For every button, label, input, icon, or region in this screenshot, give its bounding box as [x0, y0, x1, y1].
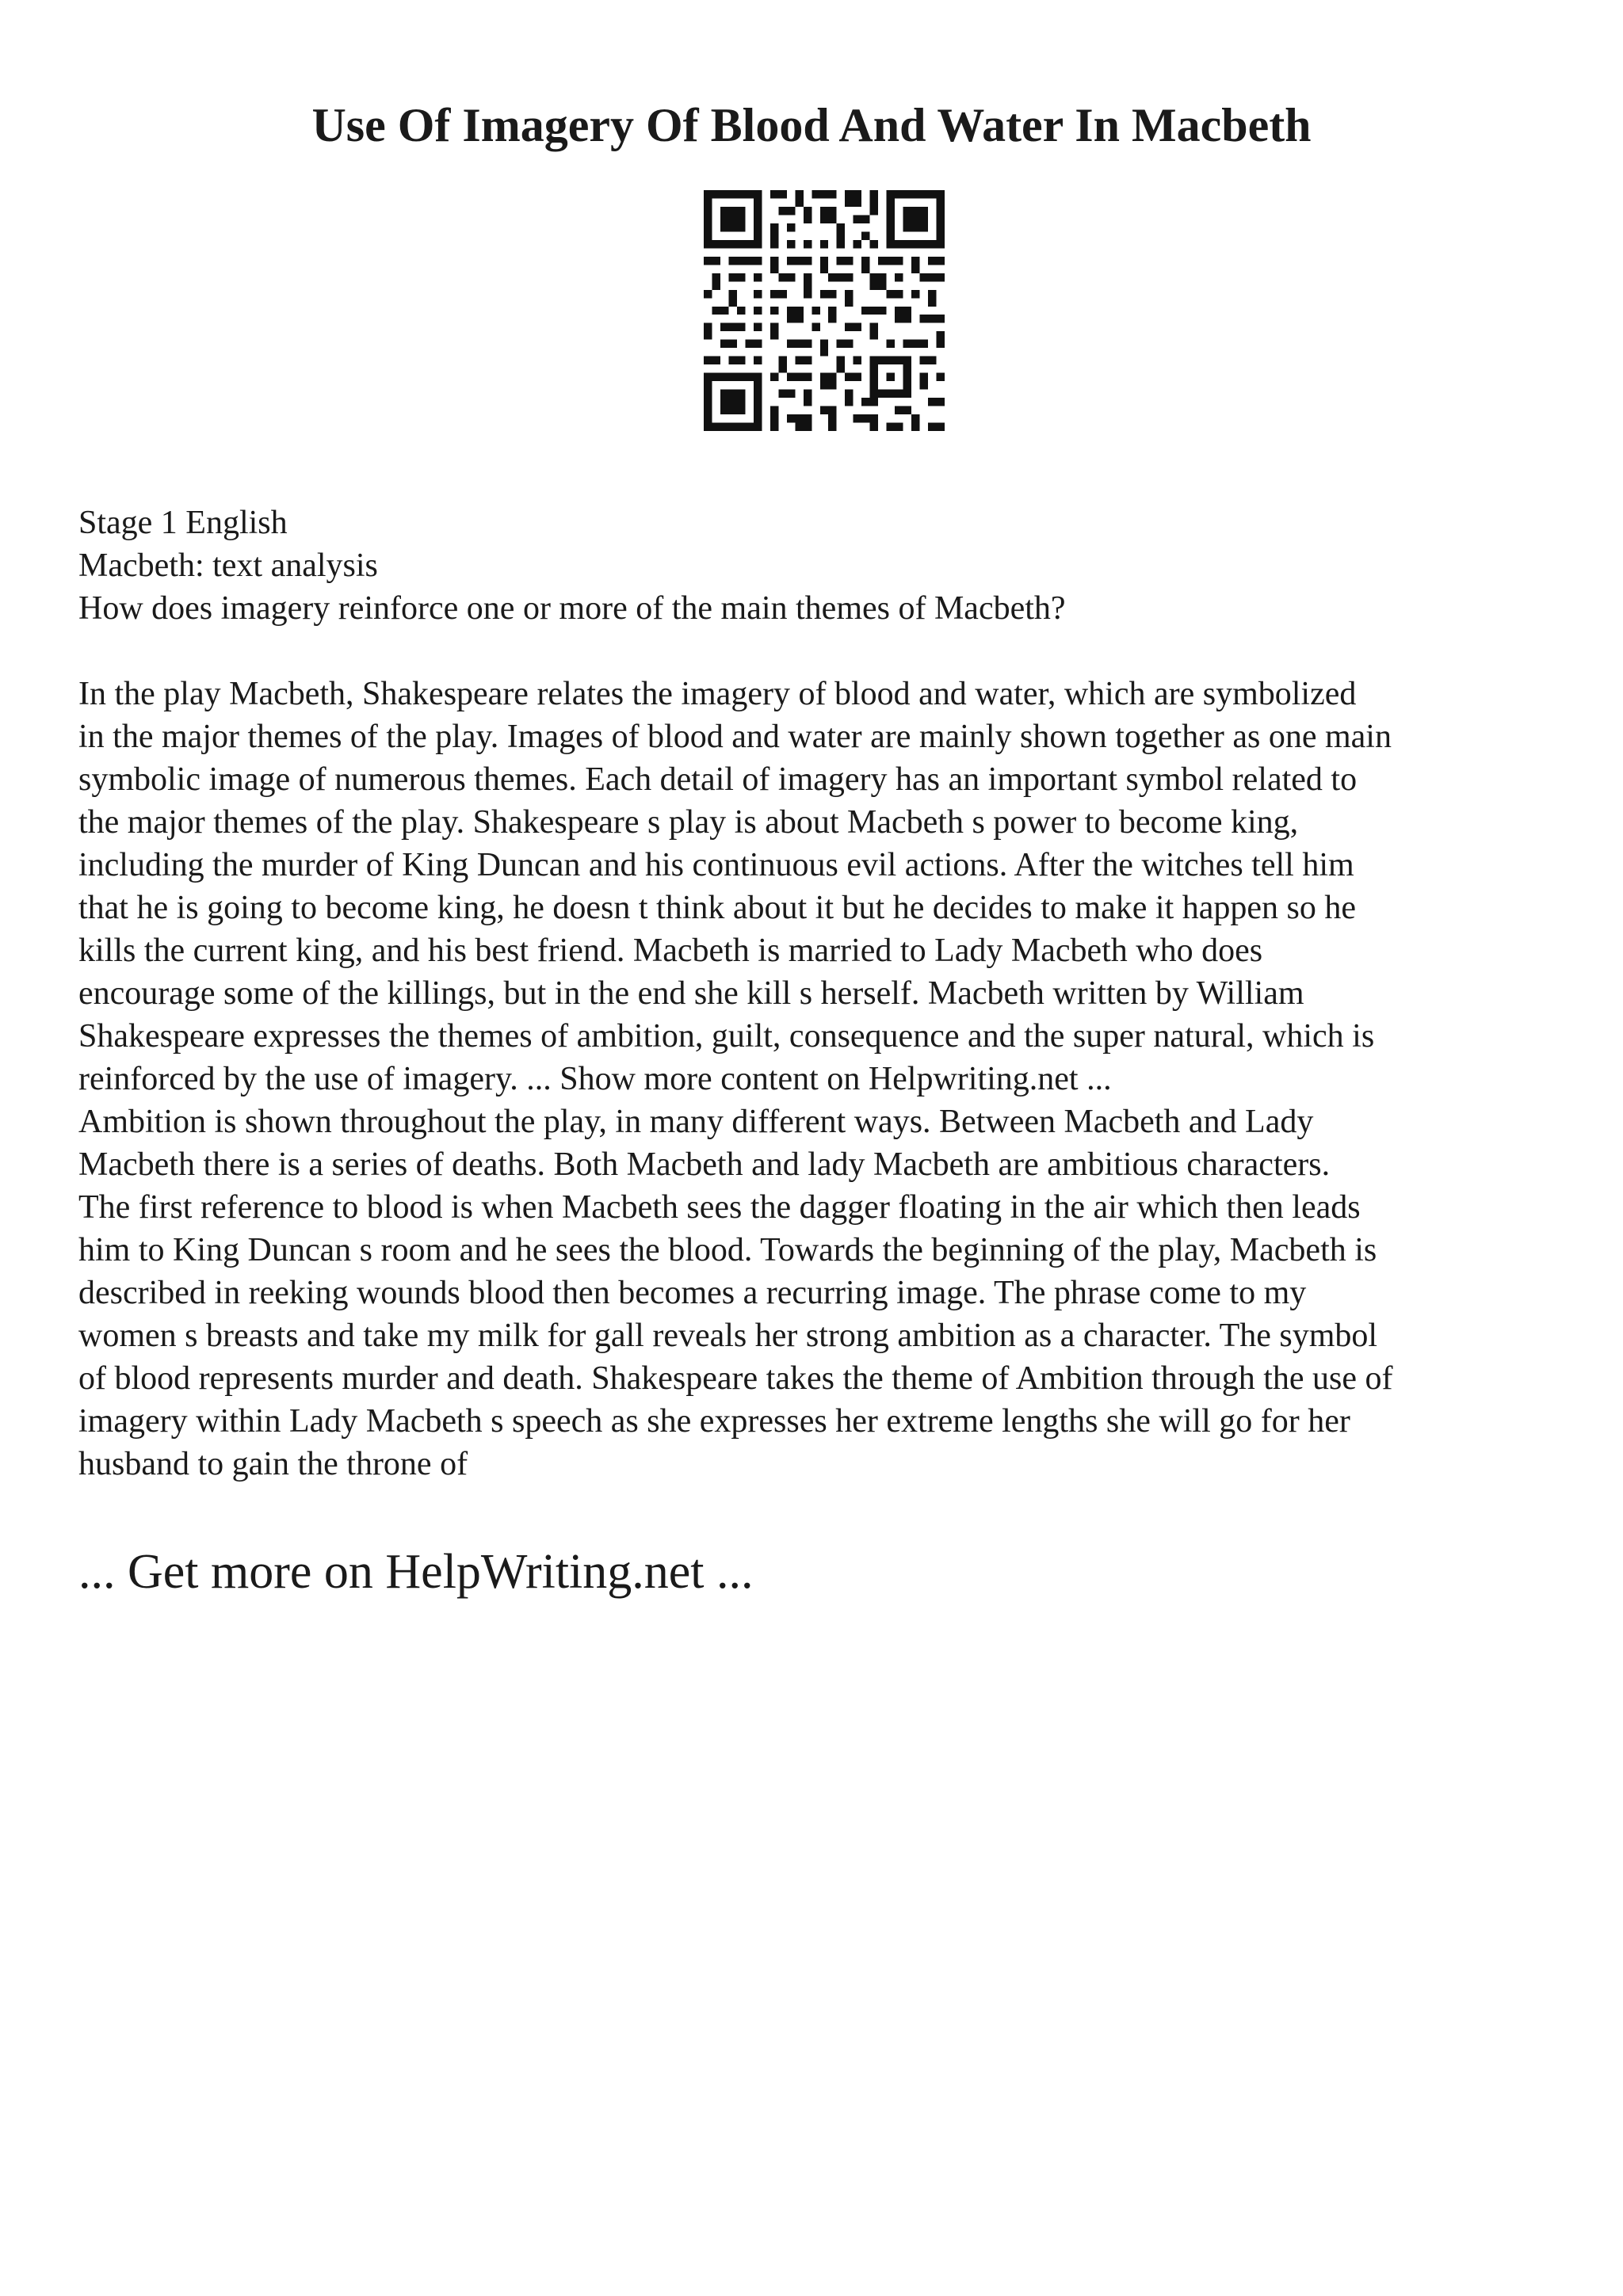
paragraph-1-line: that he is going to become king, he doesn t think about it but he decides to make it happen so he — [78, 890, 1356, 926]
paragraph-1-line: in the major themes of the play. Images of blood and water are mainly shown together as one main — [78, 719, 1392, 755]
paragraph-1-line: reinforced by the use of imagery. ... Show more content on Helpwriting.net ... — [78, 1061, 1112, 1097]
paragraph-2-line: imagery within Lady Macbeth s speech as she expresses her extreme lengths she will go for her — [78, 1403, 1350, 1440]
document-header — [78, 502, 1552, 630]
paragraph-1-line: Shakespeare expresses the themes of ambition, guilt, consequence and the super natural, which is — [78, 1018, 1375, 1055]
qr-code-icon — [704, 190, 945, 431]
document-title: Use Of Imagery Of Blood And Water In Macbeth — [311, 99, 1312, 151]
course-line: Stage 1 English — [78, 505, 288, 541]
paragraph-2-line: Macbeth there is a series of deaths. Both Macbeth and lady Macbeth are ambitious characters. — [78, 1146, 1331, 1183]
subject-line: Macbeth: text analysis — [78, 547, 378, 584]
paragraph-1-line: the major themes of the play. Shakespeare s play is about Macbeth s power to become king, — [78, 804, 1299, 841]
question-line: How does imagery reinforce one or more of the main themes of Macbeth? — [78, 590, 1066, 627]
paragraph-2-line: described in reeking wounds blood then becomes a recurring image. The phrase come to my — [78, 1275, 1307, 1311]
paragraph-1-line: including the murder of King Duncan and his continuous evil actions. After the witches tell him — [78, 847, 1354, 883]
paragraph-2-line: The first reference to blood is when Macbeth sees the dagger floating in the air which then leads — [78, 1189, 1361, 1226]
paragraph-1 — [78, 673, 1552, 1100]
paragraph-1-line: encourage some of the killings, but in the end she kill s herself. Macbeth written by William — [78, 975, 1304, 1012]
paragraph-1-line: kills the current king, and his best friend. Macbeth is married to Lady Macbeth who does — [78, 933, 1263, 969]
paragraph-2-line: Ambition is shown throughout the play, in many different ways. Between Macbeth and Lady — [78, 1104, 1314, 1140]
paragraph-1-line: In the play Macbeth, Shakespeare relates the imagery of blood and water, which are symbolized — [78, 676, 1357, 712]
essay-body — [78, 673, 1552, 1486]
paragraph-2-line: women s breasts and take my milk for gall reveals her strong ambition as a character. The symbol — [78, 1318, 1378, 1354]
paragraph-2-line: husband to gain the throne of — [78, 1446, 468, 1482]
paragraph-2 — [78, 1100, 1552, 1486]
get-more-link[interactable]: ... Get more on HelpWriting.net ... — [78, 1545, 754, 1599]
paragraph-2-line: him to King Duncan s room and he sees the blood. Towards the beginning of the play, Macbeth is — [78, 1232, 1377, 1268]
paragraph-1-line: symbolic image of numerous themes. Each detail of imagery has an important symbol related to — [78, 761, 1358, 798]
paragraph-2-line: of blood represents murder and death. Shakespeare takes the theme of Ambition through the use of — [78, 1360, 1393, 1397]
